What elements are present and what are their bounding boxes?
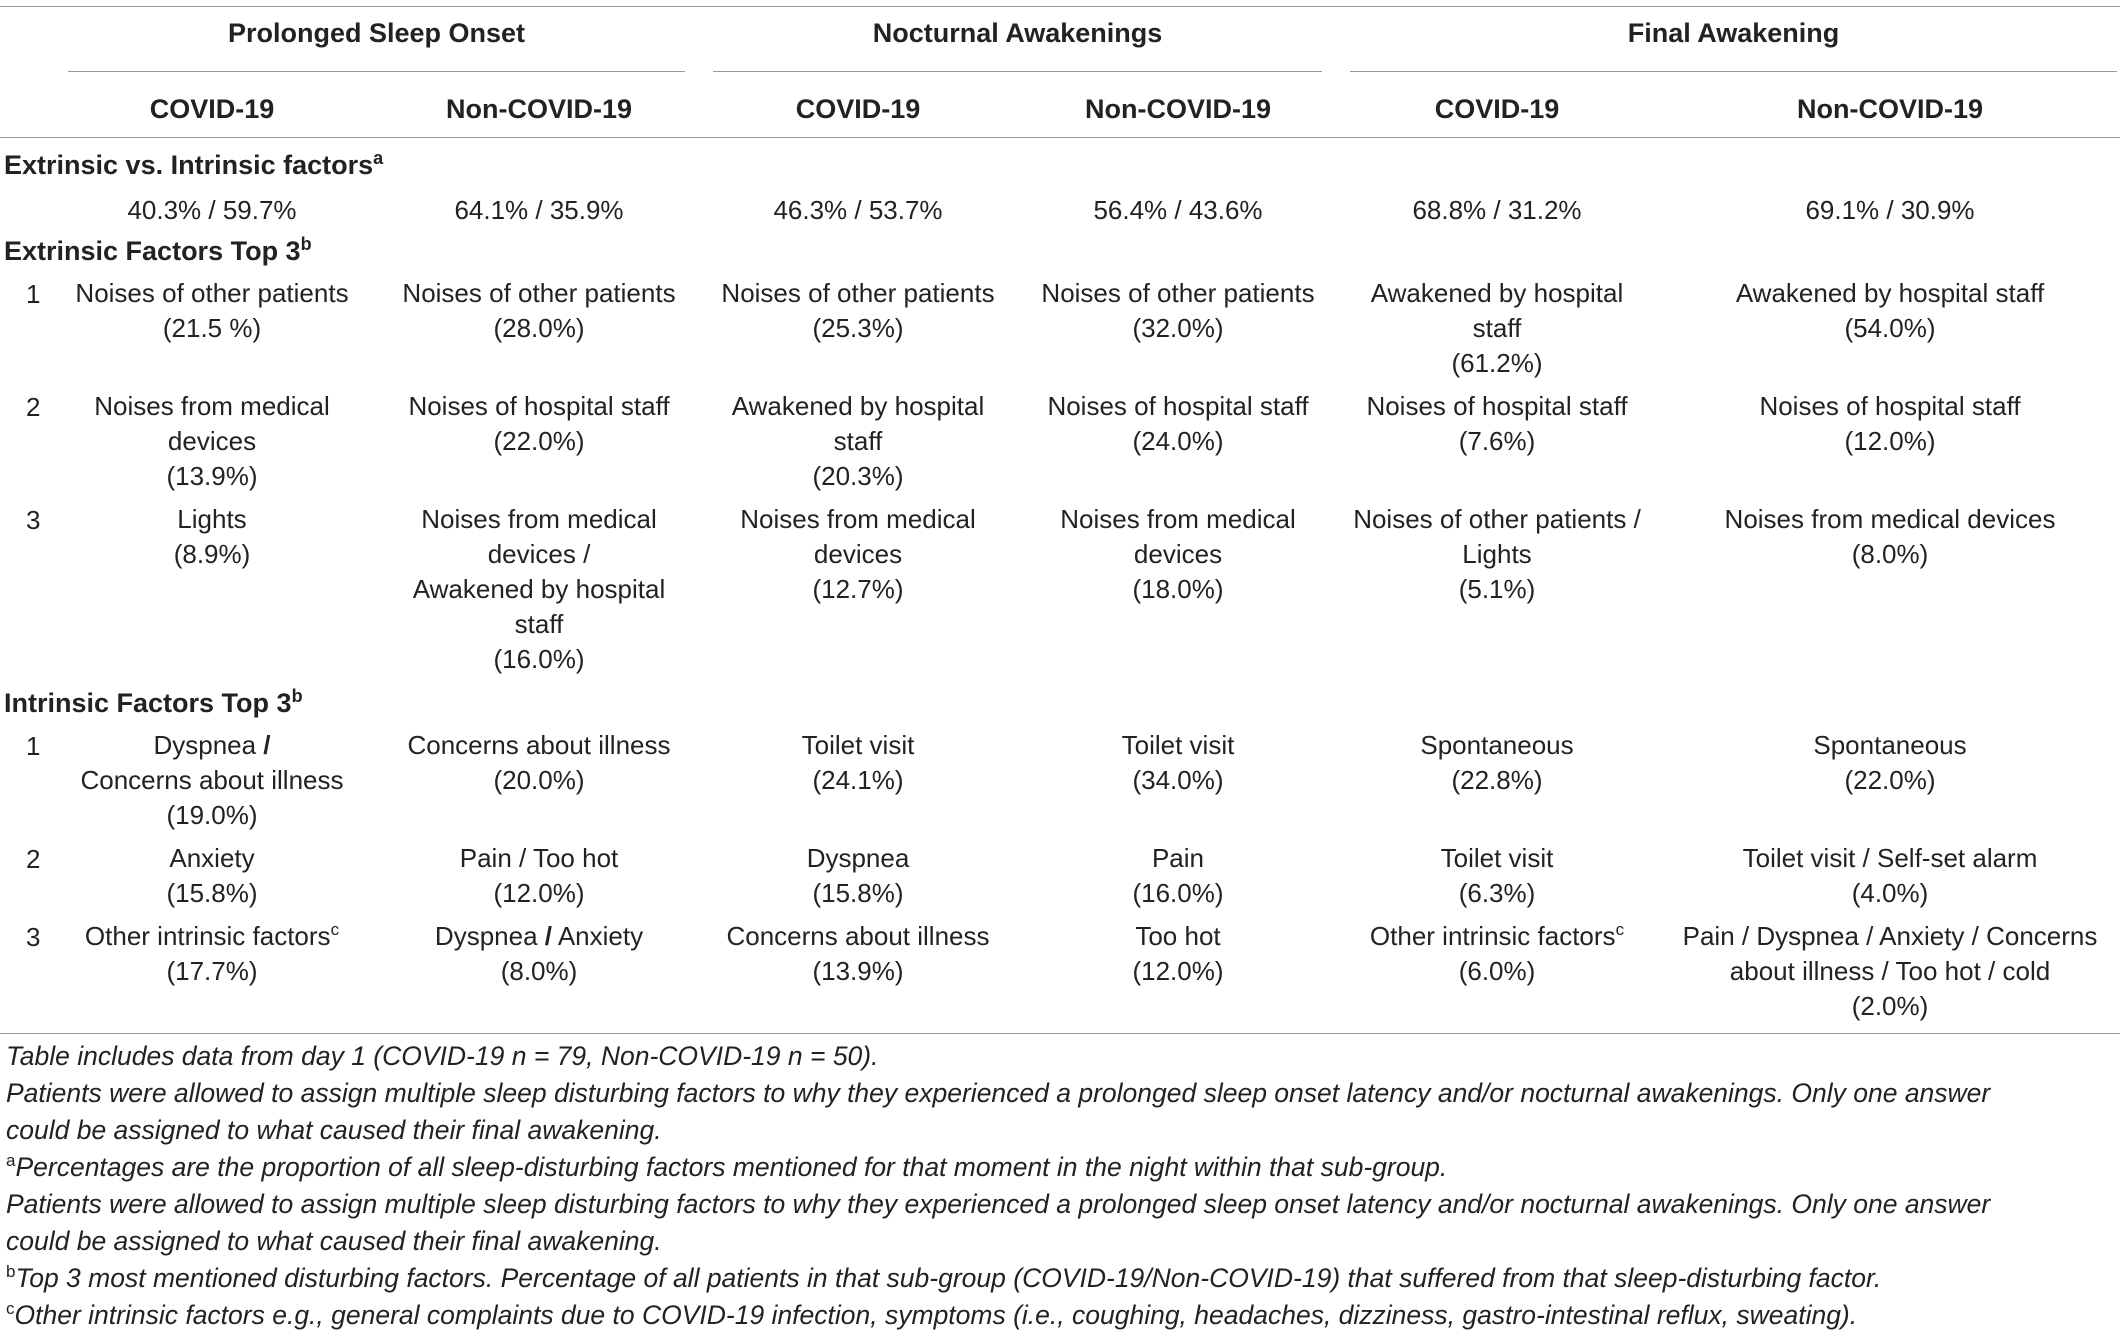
intrinsic-factor-cell xyxy=(1342,919,1652,989)
intrinsic-factor-cell xyxy=(1342,728,1652,798)
cell-line: Noises of hospital staff xyxy=(1366,391,1628,421)
cell-line: (22.0%) xyxy=(1844,765,1936,795)
cell-line: Pain / Too hot xyxy=(459,843,619,873)
extrinsic-factor-cell xyxy=(389,276,689,346)
cell-line: Toilet visit xyxy=(801,730,915,760)
extrinsic-factor-cell xyxy=(1342,502,1652,607)
cell-line: (13.9%) xyxy=(166,461,258,491)
extrinsic-factor-cell xyxy=(1342,276,1652,381)
cell-line: Awakened by hospital staff xyxy=(1735,278,2045,308)
cell-line: (20.0%) xyxy=(493,765,585,795)
footnote-line xyxy=(6,1038,2116,1075)
cell-line: (2.0%) xyxy=(1851,991,1929,1021)
cell-line: (8.0%) xyxy=(500,956,578,986)
cell-line: devices xyxy=(167,426,257,456)
cell-line: (13.9%) xyxy=(812,956,904,986)
footnote-text: Top 3 most mentioned disturbing factors. Percentage of all patients in that sub-group (COVID-19/Non-COVID-19) that suffered from that sleep-disturbing factor. xyxy=(15,1263,1882,1293)
bottom-rule xyxy=(0,1033,2120,1034)
cell-line: (61.2%) xyxy=(1451,348,1543,378)
cell-line: (4.0%) xyxy=(1851,878,1929,908)
extrinsic-factor-cell xyxy=(62,389,362,494)
footnote-text: could be assigned to what caused their final awakening. xyxy=(6,1226,662,1256)
extrinsic-factor-cell xyxy=(1023,502,1333,607)
footnote-marker: c xyxy=(6,1299,15,1318)
cell-line: Anxiety xyxy=(169,843,255,873)
cell-line: Noises of hospital staff xyxy=(408,391,670,421)
cell-line: (22.0%) xyxy=(493,426,585,456)
cell-line: Toilet visit / Self-set alarm xyxy=(1742,843,2038,873)
extrinsic-factor-cell xyxy=(389,389,689,459)
group-rule-sleep-onset xyxy=(68,71,685,72)
cell-line: (12.7%) xyxy=(812,574,904,604)
group-rule-final xyxy=(1350,71,2117,72)
cell-line: Toilet visit xyxy=(1121,730,1235,760)
section-extrinsic: Extrinsic Factors Top 3$^b$ xyxy=(4,234,312,266)
ext-vs-int-value: 64.1% / 35.9% xyxy=(454,195,624,225)
intrinsic-factor-cell xyxy=(1023,919,1333,989)
cell-line: devices xyxy=(1133,539,1223,569)
intrinsic-factor-cell xyxy=(1342,841,1652,911)
footnote-text: Patients were allowed to assign multiple sleep disturbing factors to why they experienced a prolonged sleep onset latency and/or nocturnal awakenings. Only one answer xyxy=(6,1189,1991,1219)
footnote-text: Percentages are the proportion of all sleep-disturbing factors mentioned for that moment in the night within that sub-group. xyxy=(15,1152,1448,1182)
cell-line: (16.0%) xyxy=(493,644,585,674)
intrinsic-factor-cell xyxy=(389,919,689,989)
subheader-0: COVID-19 xyxy=(149,94,275,124)
ext-vs-int-value: 69.1% / 30.9% xyxy=(1805,195,1975,225)
cell-line: devices xyxy=(813,539,903,569)
cell-line: Pain / Dyspnea / Anxiety / Concerns xyxy=(1682,921,2098,951)
footnote-line xyxy=(6,1297,2116,1334)
cell-line: Noises from medical xyxy=(1060,504,1296,534)
extrinsic-factor-cell xyxy=(62,276,362,346)
cell-line: (8.9%) xyxy=(173,539,251,569)
cell-line: (12.0%) xyxy=(1132,956,1224,986)
cell-line: (19.0%) xyxy=(166,800,258,830)
cell-line: (22.8%) xyxy=(1451,765,1543,795)
extrinsic-factor-cell xyxy=(1655,502,2120,572)
intrinsic-factor-cell xyxy=(62,728,362,833)
cell-line: (8.0%) xyxy=(1851,539,1929,569)
extrinsic-factor-cell xyxy=(1655,389,2120,459)
cell-line: Noises of other patients / xyxy=(1353,504,1641,534)
extrinsic-factor-cell xyxy=(703,276,1013,346)
cell-line: Noises of other patients xyxy=(1041,278,1315,308)
cell-line: Noises of other patients xyxy=(402,278,676,308)
cell-line: Noises of other patients xyxy=(75,278,349,308)
extrinsic-factor-cell xyxy=(1342,389,1652,459)
cell-line: (6.3%) xyxy=(1458,878,1536,908)
footnote-marker: b xyxy=(6,1262,16,1281)
group-rule-nocturnal xyxy=(713,71,1322,72)
cell-line: Noises from medical devices xyxy=(1724,504,2056,534)
cell-line: Awakened by hospital xyxy=(1370,278,1624,308)
cell-line: Noises from medical xyxy=(94,391,330,421)
ext-vs-int-value: 40.3% / 59.7% xyxy=(127,195,297,225)
extrinsic-factor-cell xyxy=(1655,276,2120,346)
cell-line: (15.8%) xyxy=(812,878,904,908)
rank-number: 1 xyxy=(26,731,41,761)
cell-line: Concerns about illness xyxy=(407,730,671,760)
ext-vs-int-value: 46.3% / 53.7% xyxy=(773,195,943,225)
cell-line: Spontaneous xyxy=(1813,730,1967,760)
cell-line: (34.0%) xyxy=(1132,765,1224,795)
cell-line: (32.0%) xyxy=(1132,313,1224,343)
cell-line: staff xyxy=(833,426,883,456)
ext-vs-int-value: 56.4% / 43.6% xyxy=(1093,195,1263,225)
cell-line: (28.0%) xyxy=(493,313,585,343)
section-intrinsic: Intrinsic Factors Top 3$^b$ xyxy=(4,686,303,718)
cell-line: Dyspnea xyxy=(806,843,910,873)
intrinsic-factor-cell xyxy=(1655,728,2120,798)
extrinsic-factor-cell xyxy=(1023,276,1333,346)
cell-line: Noises of hospital staff xyxy=(1047,391,1309,421)
cell-line: about illness / Too hot / cold xyxy=(1729,956,2051,986)
cell-line: Noises of hospital staff xyxy=(1759,391,2021,421)
extrinsic-factor-cell xyxy=(1023,389,1333,459)
cell-line: Other intrinsic factors$^c$ xyxy=(84,920,340,951)
intrinsic-factor-cell xyxy=(703,841,1013,911)
cell-line: (5.1%) xyxy=(1458,574,1536,604)
subheader-1: Non-COVID-19 xyxy=(445,94,632,124)
cell-line: Concerns about illness xyxy=(80,765,344,795)
footnote-line xyxy=(6,1149,2116,1186)
cell-line: Dyspnea / Anxiety xyxy=(434,921,644,951)
group-header-sleep-onset: Prolonged Sleep Onset xyxy=(227,18,526,48)
extrinsic-factor-cell xyxy=(703,389,1013,494)
footnote-text: Patients were allowed to assign multiple sleep disturbing factors to why they experienced a prolonged sleep onset latency and/or nocturnal awakenings. Only one answer xyxy=(6,1078,1991,1108)
extrinsic-factor-cell xyxy=(703,502,1013,607)
cell-line: Lights xyxy=(1462,539,1532,569)
group-header-nocturnal: Nocturnal Awakenings xyxy=(872,18,1163,48)
intrinsic-factor-cell xyxy=(62,841,362,911)
top-rule xyxy=(0,6,2120,7)
cell-line: Dyspnea / xyxy=(153,730,271,760)
extrinsic-factor-cell xyxy=(389,502,689,677)
rank-number: 2 xyxy=(26,844,41,874)
cell-line: Noises from medical xyxy=(740,504,976,534)
cell-line: Noises of other patients xyxy=(721,278,995,308)
rank-number: 1 xyxy=(26,279,41,309)
cell-line: Awakened by hospital xyxy=(731,391,985,421)
rank-number: 2 xyxy=(26,392,41,422)
footnote-text: Other intrinsic factors e.g., general complaints due to COVID-19 infection, symptoms (i.e., coughing, headaches, dizziness, gastro-intestinal reflux, sweating). xyxy=(14,1300,1858,1330)
table-footnotes xyxy=(6,1038,2116,1334)
subheader-4: COVID-19 xyxy=(1434,94,1560,124)
section-ext-vs-int: Extrinsic vs. Intrinsic factors$^a$ xyxy=(4,148,384,180)
cell-line: (16.0%) xyxy=(1132,878,1224,908)
cell-line: (12.0%) xyxy=(1844,426,1936,456)
cell-line: Pain xyxy=(1151,843,1205,873)
cell-line: (17.7%) xyxy=(166,956,258,986)
intrinsic-factor-cell xyxy=(1023,728,1333,798)
footnote-marker: a xyxy=(6,1151,16,1170)
cell-line: (25.3%) xyxy=(812,313,904,343)
cell-line: Noises from medical xyxy=(421,504,657,534)
header-rule xyxy=(0,137,2120,138)
cell-line: (54.0%) xyxy=(1844,313,1936,343)
cell-line: staff xyxy=(514,609,564,639)
footnote-line xyxy=(6,1112,2116,1149)
rank-number: 3 xyxy=(26,505,41,535)
intrinsic-factor-cell xyxy=(703,919,1013,989)
footnote-line xyxy=(6,1260,2116,1297)
intrinsic-factor-cell xyxy=(1655,841,2120,911)
cell-line: Toilet visit xyxy=(1440,843,1554,873)
intrinsic-factor-cell xyxy=(703,728,1013,798)
cell-line: (24.1%) xyxy=(812,765,904,795)
footnote-line xyxy=(6,1223,2116,1260)
footnote-text: could be assigned to what caused their final awakening. xyxy=(6,1115,662,1145)
intrinsic-factor-cell xyxy=(389,841,689,911)
footnote-text: Table includes data from day 1 (COVID-19 n = 79, Non-COVID-19 n = 50). xyxy=(6,1041,879,1071)
cell-line: Lights xyxy=(177,504,247,534)
footnote-line xyxy=(6,1186,2116,1223)
intrinsic-factor-cell xyxy=(1023,841,1333,911)
cell-line: (15.8%) xyxy=(166,878,258,908)
cell-line: Awakened by hospital xyxy=(412,574,666,604)
cell-line: (12.0%) xyxy=(493,878,585,908)
cell-line: (20.3%) xyxy=(812,461,904,491)
cell-line: (7.6%) xyxy=(1458,426,1536,456)
cell-line: staff xyxy=(1472,313,1522,343)
cell-line: devices / xyxy=(487,539,591,569)
group-header-final: Final Awakening xyxy=(1627,18,1840,48)
footnote-line xyxy=(6,1075,2116,1112)
subheader-3: Non-COVID-19 xyxy=(1084,94,1271,124)
extrinsic-factor-cell xyxy=(62,502,362,572)
cell-line: Concerns about illness xyxy=(726,921,990,951)
ext-vs-int-value: 68.8% / 31.2% xyxy=(1412,195,1582,225)
cell-line: (18.0%) xyxy=(1132,574,1224,604)
cell-line: (6.0%) xyxy=(1458,956,1536,986)
cell-line: (21.5 %) xyxy=(162,313,262,343)
cell-line: Too hot xyxy=(1135,921,1221,951)
subheader-5: Non-COVID-19 xyxy=(1796,94,1983,124)
cell-line: (24.0%) xyxy=(1132,426,1224,456)
subheader-2: COVID-19 xyxy=(795,94,921,124)
cell-line: Other intrinsic factors$^c$ xyxy=(1369,920,1625,951)
intrinsic-factor-cell xyxy=(62,919,362,989)
cell-line: Spontaneous xyxy=(1420,730,1574,760)
intrinsic-factor-cell xyxy=(1655,919,2120,1024)
rank-number: 3 xyxy=(26,922,41,952)
intrinsic-factor-cell xyxy=(389,728,689,798)
